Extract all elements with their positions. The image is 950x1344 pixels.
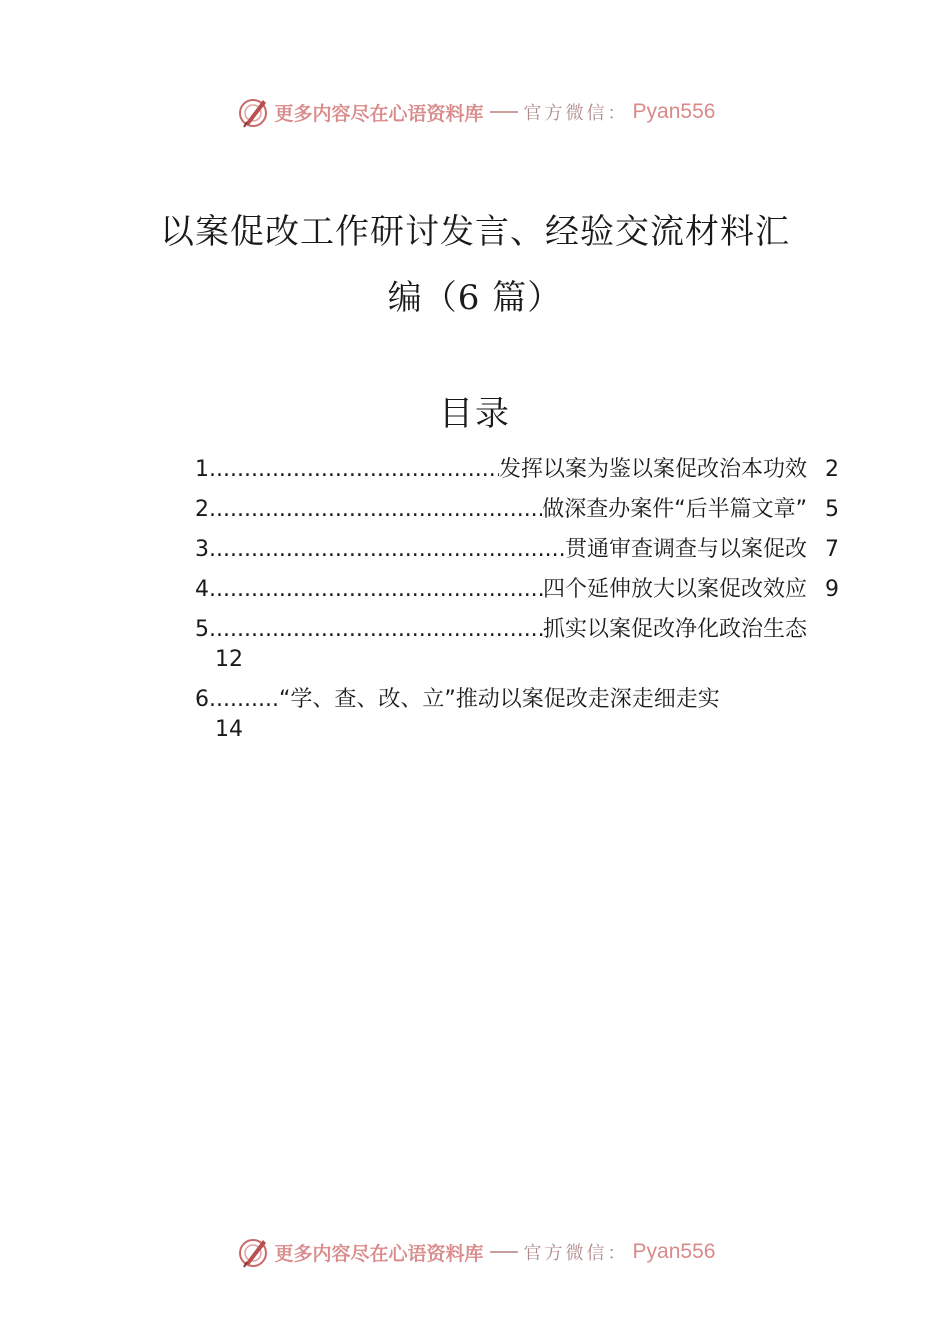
watermark-brand: 更多内容尽在心语资料库 xyxy=(274,1242,484,1265)
watermark-wechat-id: Pyan556 xyxy=(632,100,716,123)
toc-entry-page: 9 xyxy=(825,577,839,602)
toc-entry-number: 1 xyxy=(195,457,209,482)
toc-heading: 目录 xyxy=(439,394,511,434)
toc-entry-page: 2 xyxy=(825,457,839,482)
toc-entry-number: 2 xyxy=(195,497,209,522)
quill-logo-icon xyxy=(235,1234,271,1270)
toc-entry[interactable] xyxy=(195,572,845,612)
toc-leader-dots xyxy=(209,532,565,568)
toc-entry-number: 3 xyxy=(195,537,209,562)
footer-watermark xyxy=(0,1232,950,1272)
document-title-line1: 以案促改工作研讨发言、经验交流材料汇 xyxy=(160,212,790,252)
toc-entry-number: 4 xyxy=(195,577,209,602)
toc-entry-number: 6 xyxy=(195,687,209,712)
watermark-brand: 更多内容尽在心语资料库 xyxy=(274,102,484,125)
toc-entry-page: 5 xyxy=(825,497,839,522)
watermark-wechat-id: Pyan556 xyxy=(632,1240,716,1263)
toc-entry-label: 发挥以案为鉴以案促改治本功效 xyxy=(498,457,807,482)
table-of-contents xyxy=(195,452,845,752)
toc-entry-page: 14 xyxy=(215,717,243,742)
toc-entry-label: 做深查办案件“后半篇文章” xyxy=(542,497,807,522)
header-watermark xyxy=(0,92,950,132)
toc-entry[interactable] xyxy=(195,682,845,752)
toc-entry[interactable] xyxy=(195,452,845,492)
toc-entry[interactable] xyxy=(195,532,845,572)
watermark-dash xyxy=(490,111,518,113)
toc-entry-page: 12 xyxy=(215,647,243,672)
toc-entry-number: 5 xyxy=(195,617,209,642)
toc-entry-label: “学、查、改、立”推动以案促改走深走细走实 xyxy=(279,687,720,712)
toc-entry[interactable] xyxy=(195,492,845,532)
watermark-official-label: 官方微信： xyxy=(523,103,629,124)
toc-leader-dots xyxy=(209,572,543,608)
document-title-line2: 编（6 篇） xyxy=(387,278,563,318)
quill-logo-icon xyxy=(235,94,271,130)
toc-leader-dots xyxy=(209,452,499,488)
toc-entry-label: 抓实以案促改净化政治生态 xyxy=(542,617,807,642)
toc-entry-page: 7 xyxy=(825,537,839,562)
toc-entry-label: 四个延伸放大以案促改效应 xyxy=(542,577,807,602)
watermark-dash xyxy=(490,1251,518,1253)
toc-leader-dots xyxy=(209,492,542,528)
watermark-official-label: 官方微信： xyxy=(523,1243,629,1264)
toc-leader-dots xyxy=(209,612,543,648)
toc-entry-label: 贯通审查调查与以案促改 xyxy=(564,537,807,562)
toc-entry[interactable] xyxy=(195,612,845,682)
